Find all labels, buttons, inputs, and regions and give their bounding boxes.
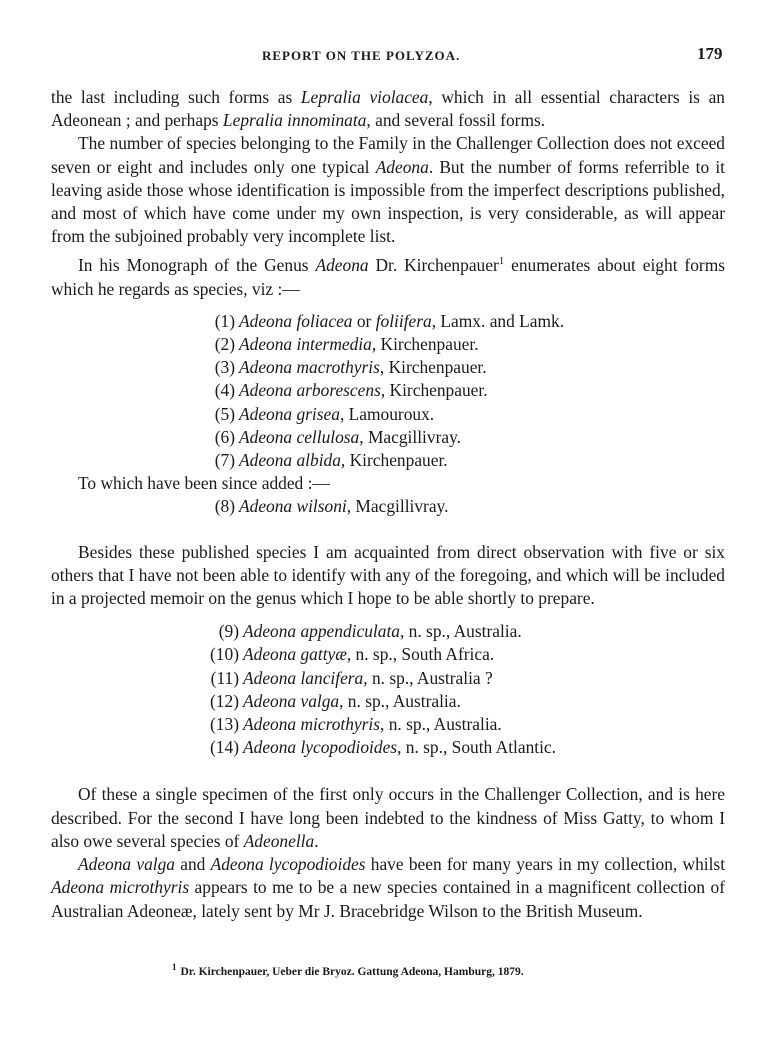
species-item xyxy=(51,643,725,666)
species-item xyxy=(51,333,725,356)
species-name: Adeona microthyris xyxy=(51,877,190,898)
text-run: In his Monograph of the Genus xyxy=(78,255,316,276)
text-run: . But the number of forms referrible to it leaving aside those whose identification is impossible from the imperfect descriptions published, and most of which have come under my own inspection, is very considerable, as will appear from the subjoined probably very incomplete list. xyxy=(51,156,725,247)
species-item xyxy=(51,736,725,759)
item-number: (7) xyxy=(214,450,235,471)
text-run: and xyxy=(175,854,211,875)
page-number: 179 xyxy=(697,44,723,63)
page-body xyxy=(51,86,725,923)
item-number: (11) xyxy=(210,667,239,688)
species-list-new xyxy=(51,620,725,759)
item-number: (12) xyxy=(210,690,239,711)
species-name: Adeona albida xyxy=(239,450,341,471)
genus-name: Adeonella xyxy=(243,830,315,851)
species-name: Adeona foliacea xyxy=(239,310,353,331)
species-item xyxy=(51,379,725,402)
text-run: the last including such forms as xyxy=(51,87,301,107)
item-number: (3) xyxy=(214,357,235,378)
authority: , Lamx. and Lamk. xyxy=(431,310,565,331)
footnote-text: Dr. Kirchenpauer, Ueber die Bryoz. Gattung Adeona, Hamburg, 1879. xyxy=(180,965,524,978)
authority: , Macgillivray. xyxy=(346,496,449,517)
text-run: Dr. Kirchenpauer xyxy=(368,255,499,276)
text-run: enumerates about eight forms which he regards as species, viz :— xyxy=(51,255,725,299)
paragraph-first-specimen xyxy=(51,783,725,853)
species-name: Lepralia innominata xyxy=(222,110,367,131)
species-name: Adeona lycopodioides xyxy=(243,737,398,758)
species-list-kirchenpauer xyxy=(51,310,725,472)
species-name: Adeona gattyæ xyxy=(243,644,347,665)
authority: , Kirchenpauer. xyxy=(340,450,448,471)
species-item xyxy=(51,356,725,379)
text-run: The number of species belonging to the Family in the Challenger Collection does not exceed seven or eight and includes only one typical xyxy=(51,133,725,177)
authority: , Kirchenpauer. xyxy=(379,357,487,378)
species-name: Adeona intermedia xyxy=(239,334,372,355)
species-item xyxy=(51,310,725,333)
item-number: (9) xyxy=(218,621,239,642)
text-run: or xyxy=(352,310,376,331)
text-run: . xyxy=(314,830,319,851)
species-name: Adeona appendiculata xyxy=(243,621,400,642)
genus-name: Adeona xyxy=(315,255,369,276)
locality: , n. sp., Australia ? xyxy=(363,667,493,688)
paragraph-continuation xyxy=(51,86,725,132)
paragraph-species-count xyxy=(51,132,725,248)
authority: , Kirchenpauer. xyxy=(380,380,488,401)
item-number: (8) xyxy=(214,496,235,517)
footnote-reference: 1 xyxy=(498,255,505,268)
genus-name: Adeona xyxy=(375,156,429,177)
paragraph-collection xyxy=(51,853,725,923)
authority: , Macgillivray. xyxy=(359,426,462,447)
species-item xyxy=(51,495,725,518)
item-number: (13) xyxy=(210,714,239,735)
species-item xyxy=(51,403,725,426)
running-title: REPORT ON THE POLYZOA. xyxy=(262,48,461,63)
species-item xyxy=(51,620,725,643)
species-name: Adeona lycopodioides xyxy=(210,854,366,875)
text-run: , which in all essential characters is an Adeonean ; and perhaps xyxy=(51,87,725,131)
species-list-added xyxy=(51,495,725,518)
since-added-line: To which have been since added :— xyxy=(78,473,330,494)
footnote-mark: 1 xyxy=(172,962,177,972)
locality: , n. sp., Australia. xyxy=(339,690,461,711)
item-number: (2) xyxy=(214,334,235,355)
item-number: (1) xyxy=(214,310,235,331)
species-name: Adeona macrothyris xyxy=(239,357,380,378)
paragraph-monograph xyxy=(51,254,725,300)
species-item xyxy=(51,426,725,449)
text-run: have been for many years in my collection, whilst xyxy=(365,854,726,875)
species-name: Adeona arborescens xyxy=(239,380,381,401)
item-number: (10) xyxy=(210,644,239,665)
species-name: Adeona valga xyxy=(243,690,340,711)
species-name: foliifera xyxy=(375,310,432,331)
species-name: Adeona microthyris xyxy=(243,714,381,735)
paragraph-besides: Besides these published species I am acquainted from direct observation with five or six others that I have not been able to identify with any of the foregoing, and which will be included in a projected memoir on the genus which I hope to be able shortly to prepare. xyxy=(51,541,725,609)
item-number: (5) xyxy=(214,403,235,424)
item-number: (6) xyxy=(214,426,235,447)
species-name: Adeona lancifera xyxy=(243,667,364,688)
authority: , Lamouroux. xyxy=(339,403,435,424)
species-item xyxy=(51,667,725,690)
species-name: Adeona valga xyxy=(78,854,175,875)
text-run: Of these a single specimen of the first only occurs in the Challenger Collection, and is here described. For the second I have long been indebted to the kindness of Miss Gatty, to whom I also owe several species of xyxy=(51,784,725,851)
locality: , n. sp., South Atlantic. xyxy=(397,737,556,758)
item-number: (4) xyxy=(214,380,235,401)
text-run: , and several fossil forms. xyxy=(366,110,546,131)
item-number: (14) xyxy=(210,737,239,758)
locality: , n. sp., Australia. xyxy=(380,714,502,735)
species-item xyxy=(51,713,725,736)
species-name: Lepralia violacea xyxy=(300,87,429,107)
authority: , Kirchenpauer. xyxy=(371,334,479,355)
species-name: Adeona cellulosa xyxy=(239,426,360,447)
species-item xyxy=(51,690,725,713)
locality: , n. sp., South Africa. xyxy=(346,644,495,665)
footnote xyxy=(172,962,524,978)
text-run: appears to me to be a new species contained in a magnificent collection of Australian Adeoneæ, lately sent by Mr J. Bracebridge Wilson to the British Museum. xyxy=(51,877,725,921)
species-item xyxy=(51,449,725,472)
species-name: Adeona wilsoni xyxy=(239,496,347,517)
species-name: Adeona grisea xyxy=(239,403,340,424)
locality: , n. sp., Australia. xyxy=(399,621,522,642)
